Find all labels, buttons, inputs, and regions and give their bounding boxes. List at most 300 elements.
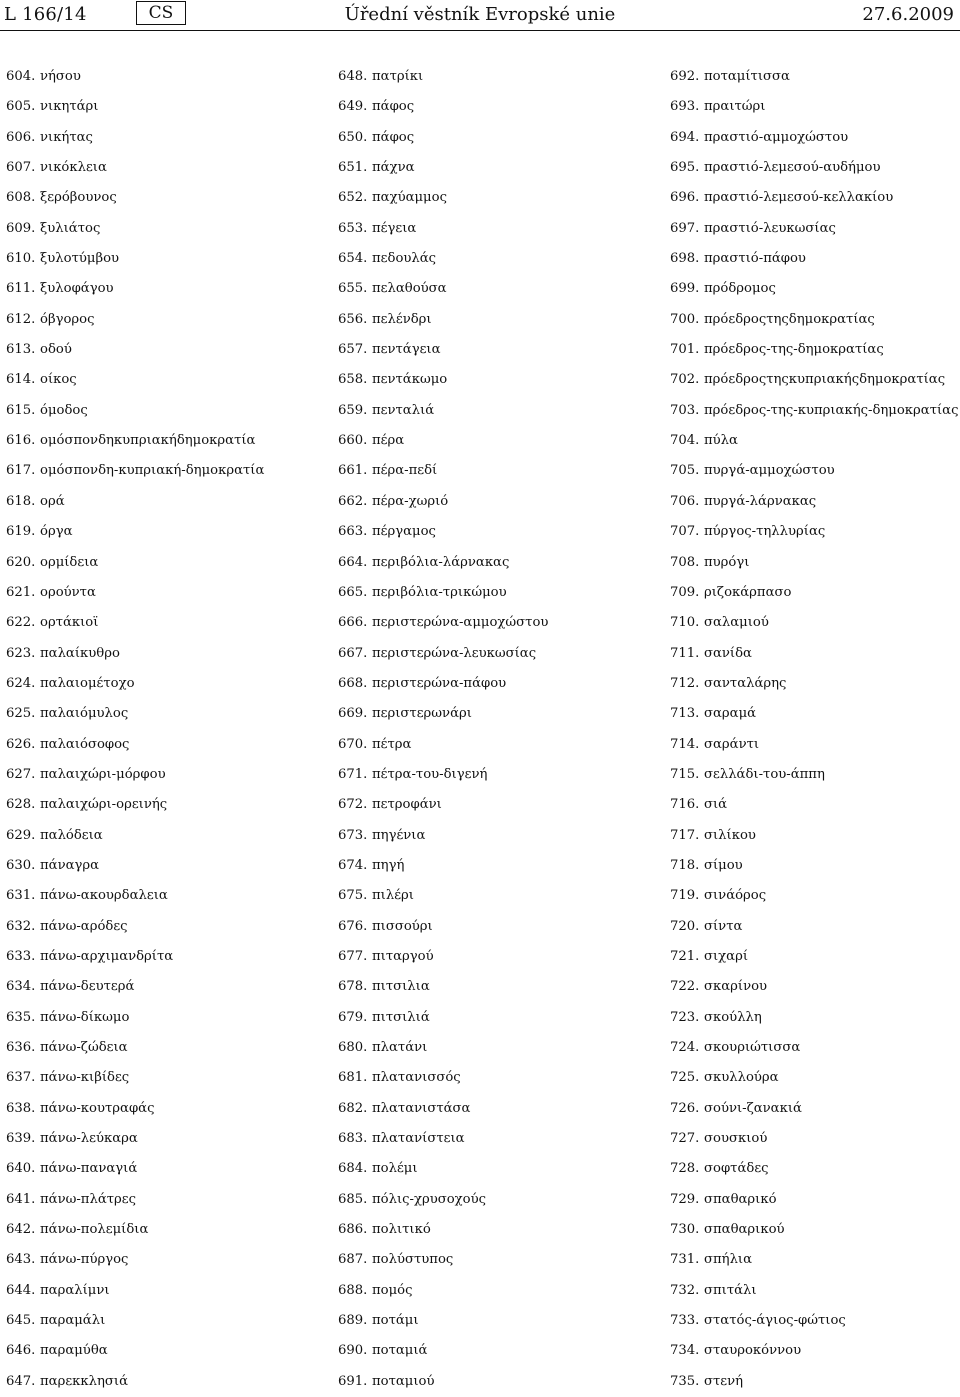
item-name: παλαιομέτοχο <box>40 675 135 691</box>
list-item <box>338 669 638 699</box>
item-name: σανταλάρης <box>704 675 787 691</box>
item-name: σαράντι <box>704 736 760 752</box>
list-item <box>338 639 638 669</box>
item-name: περιβόλια-τρικώμου <box>372 584 507 600</box>
item-number: 667. <box>338 645 368 661</box>
item-name: πάνω-ακουρδαλεια <box>40 888 168 904</box>
item-number: 727. <box>670 1131 700 1147</box>
list-item <box>338 821 638 851</box>
list-item <box>670 92 960 122</box>
list-item <box>338 183 638 213</box>
item-name: ομόσπονδη-κυπριακή-δημοκρατία <box>40 463 265 479</box>
item-name: περιστερώνα-λευκωσίας <box>372 645 537 661</box>
item-number: 735. <box>670 1373 700 1389</box>
item-name: περιστερωνάρι <box>372 706 472 722</box>
item-number: 619. <box>6 524 36 540</box>
item-number: 710. <box>670 615 700 631</box>
list-item <box>338 517 638 547</box>
item-number: 648. <box>338 69 368 84</box>
item-number: 665. <box>338 584 368 600</box>
item-name: παραμάλι <box>40 1313 106 1329</box>
item-name: πάνω-αρόδες <box>40 918 128 934</box>
item-name: παραμύθα <box>40 1343 108 1359</box>
item-number: 635. <box>6 1009 36 1025</box>
list-item <box>670 669 960 699</box>
list-item <box>670 274 960 304</box>
item-number: 719. <box>670 888 700 904</box>
list-item <box>670 790 960 820</box>
item-name: ποταμιά <box>372 1343 428 1359</box>
item-number: 680. <box>338 1040 368 1055</box>
item-name: ποτάμι <box>372 1313 419 1329</box>
item-number: 725. <box>670 1070 700 1086</box>
item-name: πυρόγι <box>704 554 750 570</box>
item-number: 703. <box>670 402 700 418</box>
item-name: πραστιό-λευκωσίας <box>704 220 836 236</box>
list-item <box>670 1063 960 1093</box>
item-name: ξυλοτύμβου <box>40 251 120 267</box>
item-name: πετροφάνι <box>372 797 442 813</box>
list-item <box>6 1185 306 1215</box>
list-item <box>670 608 960 638</box>
item-number: 604. <box>6 69 36 84</box>
item-name: πρόεδροςτηςδημοκρατίας <box>704 311 875 327</box>
list-item <box>338 153 638 183</box>
list-item <box>338 214 638 244</box>
item-number: 679. <box>338 1009 368 1025</box>
list-item <box>6 790 306 820</box>
item-number: 733. <box>670 1313 700 1329</box>
list-item <box>670 972 960 1002</box>
list-item <box>338 62 638 92</box>
item-number: 608. <box>6 190 36 206</box>
item-name: πρόεδρος-της-κυπριακής-δημοκρατίας <box>704 402 959 418</box>
list-item <box>6 335 306 365</box>
list-item <box>338 578 638 608</box>
list-item <box>338 396 638 426</box>
list-item <box>338 942 638 972</box>
item-name: πραστιό-λεμεσού-κελλακίου <box>704 190 894 206</box>
list-item <box>338 548 638 578</box>
item-name: πεντάκωμο <box>372 372 448 388</box>
list-item <box>6 123 306 153</box>
item-name: οδού <box>40 342 72 358</box>
item-name: σιλίκου <box>704 827 756 843</box>
item-number: 701. <box>670 342 700 358</box>
item-number: 660. <box>338 433 368 449</box>
list-item <box>6 881 306 911</box>
item-number: 702. <box>670 372 700 388</box>
list-item <box>6 821 306 851</box>
item-name: πάνω-πύργος <box>40 1252 129 1268</box>
item-number: 708. <box>670 554 700 570</box>
list-item <box>338 912 638 942</box>
item-name: πόλις-χρυσοχούς <box>372 1191 487 1207</box>
item-name: περιβόλια-λάρνακας <box>372 554 510 570</box>
item-number: 612. <box>6 311 36 327</box>
item-number: 627. <box>6 766 36 782</box>
item-number: 651. <box>338 160 368 176</box>
list-item <box>6 1033 306 1063</box>
item-name: ορούντα <box>40 584 96 600</box>
item-name: παλόδεια <box>40 827 103 843</box>
list-item <box>338 1367 638 1397</box>
list-item <box>670 426 960 456</box>
item-name: πελένδρι <box>372 311 432 327</box>
list-item <box>6 1154 306 1184</box>
list-item <box>338 1306 638 1336</box>
list-item <box>338 1245 638 1275</box>
item-name: ξυλιάτος <box>40 220 101 236</box>
list-item <box>6 1336 306 1366</box>
list-item <box>670 153 960 183</box>
item-number: 650. <box>338 129 368 145</box>
item-number: 718. <box>670 857 700 873</box>
item-name: σουσκιού <box>704 1131 768 1147</box>
list-item <box>670 396 960 426</box>
item-number: 641. <box>6 1191 36 1207</box>
item-number: 632. <box>6 918 36 934</box>
list-item <box>6 1003 306 1033</box>
item-name: πάνω-ζώδεια <box>40 1040 128 1055</box>
item-number: 666. <box>338 615 368 631</box>
list-item <box>670 851 960 881</box>
item-name: πέγεια <box>372 220 417 236</box>
item-name: ορτάκιοϊ <box>40 615 99 631</box>
list-item <box>670 1336 960 1366</box>
item-name: περιστερώνα-αμμοχώστου <box>372 615 549 631</box>
list-item <box>6 639 306 669</box>
item-number: 662. <box>338 493 368 509</box>
item-name: νικητάρι <box>40 99 99 115</box>
list-item <box>670 1154 960 1184</box>
item-name: πατρίκι <box>372 69 424 84</box>
item-number: 723. <box>670 1009 700 1025</box>
item-number: 690. <box>338 1343 368 1359</box>
item-number: 696. <box>670 190 700 206</box>
item-name: σκαρίνου <box>704 979 768 995</box>
item-name: πιτσιλια <box>372 979 430 995</box>
item-number: 707. <box>670 524 700 540</box>
language-badge: CS <box>136 1 186 25</box>
item-name: πηγένια <box>372 827 426 843</box>
list-item <box>6 699 306 729</box>
item-name: στατός-άγιος-φώτιος <box>704 1313 846 1329</box>
list-item <box>338 456 638 486</box>
item-number: 669. <box>338 706 368 722</box>
item-number: 658. <box>338 372 368 388</box>
item-number: 639. <box>6 1131 36 1147</box>
item-name: σίντα <box>704 918 743 934</box>
list-item <box>670 912 960 942</box>
item-name: πέτρα-του-διγενή <box>372 766 488 782</box>
item-number: 638. <box>6 1100 36 1116</box>
item-name: νικήτας <box>40 129 93 145</box>
item-number: 630. <box>6 857 36 873</box>
item-name: περιστερώνα-πάφου <box>372 675 507 691</box>
list-item <box>6 244 306 274</box>
item-number: 698. <box>670 251 700 267</box>
item-number: 653. <box>338 220 368 236</box>
list-item <box>338 487 638 517</box>
list-item <box>338 730 638 760</box>
list-item <box>6 517 306 547</box>
item-name: πρόεδροςτηςκυπριακήςδημοκρατίας <box>704 372 946 388</box>
item-number: 614. <box>6 372 36 388</box>
item-name: σιχαρί <box>704 948 748 964</box>
list-item <box>6 1063 306 1093</box>
item-name: πιτσιλιά <box>372 1009 430 1025</box>
item-name: πενταλιά <box>372 402 435 418</box>
item-name: πραστιό-πάφου <box>704 251 806 267</box>
list-item <box>6 1245 306 1275</box>
item-name: σπαθαρικού <box>704 1222 785 1238</box>
item-number: 634. <box>6 979 36 995</box>
item-number: 722. <box>670 979 700 995</box>
list-item <box>6 487 306 517</box>
list-item <box>6 548 306 578</box>
item-number: 673. <box>338 827 368 843</box>
item-number: 642. <box>6 1222 36 1238</box>
item-name: νικόκλεια <box>40 160 107 176</box>
list-item <box>670 1245 960 1275</box>
item-number: 709. <box>670 584 700 600</box>
item-number: 693. <box>670 99 700 115</box>
list-item <box>338 1124 638 1154</box>
item-number: 671. <box>338 766 368 782</box>
item-name: πάνω-λεύκαρα <box>40 1131 138 1147</box>
list-item <box>338 1003 638 1033</box>
item-number: 700. <box>670 311 700 327</box>
item-name: πύργος-τηλλυρίας <box>704 524 826 540</box>
item-name: πάνω-πλάτρες <box>40 1191 136 1207</box>
list-item <box>6 274 306 304</box>
list-item <box>338 365 638 395</box>
list-item <box>6 730 306 760</box>
item-number: 676. <box>338 918 368 934</box>
item-number: 636. <box>6 1040 36 1055</box>
list-item <box>6 426 306 456</box>
item-number: 664. <box>338 554 368 570</box>
item-number: 625. <box>6 706 36 722</box>
list-item <box>670 183 960 213</box>
list-item <box>6 851 306 881</box>
item-name: πλατανιστάσα <box>372 1100 471 1116</box>
item-name: σανίδα <box>704 645 752 661</box>
list-item <box>338 335 638 365</box>
item-number: 729. <box>670 1191 700 1207</box>
list-item <box>670 62 960 92</box>
item-name: πάφος <box>372 129 415 145</box>
list-item <box>6 1124 306 1154</box>
item-name: πολέμι <box>372 1161 418 1177</box>
item-name: ομόσπονδηκυπριακήδημοκρατία <box>40 433 256 449</box>
list-item <box>670 548 960 578</box>
item-number: 720. <box>670 918 700 934</box>
item-name: παλαιχώρι-μόρφου <box>40 766 166 782</box>
item-number: 672. <box>338 797 368 813</box>
list-item <box>338 972 638 1002</box>
list-item <box>670 1276 960 1306</box>
item-number: 611. <box>6 281 36 297</box>
list-item <box>6 305 306 335</box>
item-name: πάνω-κουτραφάς <box>40 1100 155 1116</box>
item-name: σπήλια <box>704 1252 753 1268</box>
list-item <box>338 1276 638 1306</box>
item-name: στενή <box>704 1373 744 1389</box>
item-name: σιά <box>704 797 728 813</box>
item-name: πελαθούσα <box>372 281 447 297</box>
item-name: σούνι-ζανακιά <box>704 1100 802 1116</box>
list-column-2 <box>338 62 638 1397</box>
item-number: 655. <box>338 281 368 297</box>
item-name: πρόεδρος-της-δημοκρατίας <box>704 342 884 358</box>
item-number: 626. <box>6 736 36 752</box>
item-number: 731. <box>670 1252 700 1268</box>
item-number: 728. <box>670 1161 700 1177</box>
item-number: 726. <box>670 1100 700 1116</box>
list-item <box>670 305 960 335</box>
list-item <box>6 608 306 638</box>
list-item <box>338 790 638 820</box>
item-name: παλαιόμυλος <box>40 706 129 722</box>
item-number: 677. <box>338 948 368 964</box>
list-item <box>6 1215 306 1245</box>
item-number: 618. <box>6 493 36 509</box>
item-number: 659. <box>338 402 368 418</box>
item-number: 717. <box>670 827 700 843</box>
item-number: 713. <box>670 706 700 722</box>
item-number: 644. <box>6 1282 36 1298</box>
item-number: 616. <box>6 433 36 449</box>
item-name: σινάόρος <box>704 888 767 904</box>
item-number: 705. <box>670 463 700 479</box>
item-number: 678. <box>338 979 368 995</box>
list-item <box>670 214 960 244</box>
item-name: παλαιόσοφος <box>40 736 130 752</box>
list-item <box>670 578 960 608</box>
item-number: 721. <box>670 948 700 964</box>
item-number: 628. <box>6 797 36 813</box>
item-name: σελλάδι-του-άππη <box>704 766 825 782</box>
list-item <box>670 365 960 395</box>
item-name: πυργά-λάρνακας <box>704 493 817 509</box>
item-number: 699. <box>670 281 700 297</box>
item-name: πραιτώρι <box>704 99 766 115</box>
item-name: πολύστυπος <box>372 1252 454 1268</box>
list-item <box>670 1003 960 1033</box>
item-number: 675. <box>338 888 368 904</box>
item-number: 657. <box>338 342 368 358</box>
list-item <box>338 1215 638 1245</box>
item-number: 629. <box>6 827 36 843</box>
list-item <box>670 335 960 365</box>
list-item <box>6 972 306 1002</box>
list-item <box>6 62 306 92</box>
item-number: 647. <box>6 1373 36 1389</box>
item-number: 704. <box>670 433 700 449</box>
item-number: 715. <box>670 766 700 782</box>
list-column-3 <box>670 62 960 1397</box>
item-number: 649. <box>338 99 368 115</box>
list-item <box>670 760 960 790</box>
list-item <box>670 1306 960 1336</box>
item-number: 692. <box>670 69 700 84</box>
item-number: 609. <box>6 220 36 236</box>
item-number: 663. <box>338 524 368 540</box>
list-item <box>6 1276 306 1306</box>
item-name: πομός <box>372 1282 413 1298</box>
item-number: 684. <box>338 1161 368 1177</box>
item-name: παλαίκυθρο <box>40 645 120 661</box>
journal-title: Úřední věstník Evropské unie <box>344 4 616 25</box>
list-item <box>338 881 638 911</box>
publication-date: 27.6.2009 <box>862 4 954 25</box>
item-number: 697. <box>670 220 700 236</box>
list-column-1 <box>6 62 306 1397</box>
list-item <box>338 851 638 881</box>
item-number: 674. <box>338 857 368 873</box>
item-name: σκυλλούρα <box>704 1070 779 1086</box>
header-divider <box>0 30 960 31</box>
list-item <box>6 578 306 608</box>
item-number: 620. <box>6 554 36 570</box>
list-item <box>338 305 638 335</box>
item-name: παραλίμνι <box>40 1282 110 1298</box>
item-name: ορμίδεια <box>40 554 99 570</box>
list-item <box>6 214 306 244</box>
list-item <box>338 123 638 153</box>
item-name: πάχνα <box>372 160 415 176</box>
list-item <box>338 244 638 274</box>
item-number: 646. <box>6 1343 36 1359</box>
list-item <box>670 1124 960 1154</box>
list-item <box>670 699 960 729</box>
item-name: πάνω-παναγιά <box>40 1161 138 1177</box>
item-number: 656. <box>338 311 368 327</box>
item-name: πιλέρι <box>372 888 414 904</box>
item-number: 622. <box>6 615 36 631</box>
item-name: πλατανίστεια <box>372 1131 465 1147</box>
item-number: 711. <box>670 645 700 661</box>
list-item <box>338 1033 638 1063</box>
item-number: 687. <box>338 1252 368 1268</box>
list-item <box>670 639 960 669</box>
page-header <box>0 0 960 34</box>
item-name: ξυλοφάγου <box>40 281 114 297</box>
page-reference: L 166/14 <box>4 4 87 25</box>
item-number: 661. <box>338 463 368 479</box>
item-number: 670. <box>338 736 368 752</box>
item-name: σίμου <box>704 857 743 873</box>
item-name: σκούλλη <box>704 1009 762 1025</box>
list-item <box>670 487 960 517</box>
list-item <box>6 365 306 395</box>
item-name: ποταμίτισσα <box>704 69 790 84</box>
item-number: 694. <box>670 129 700 145</box>
item-number: 730. <box>670 1222 700 1238</box>
item-name: πάνω-δίκωμο <box>40 1009 130 1025</box>
list-item <box>6 942 306 972</box>
list-item <box>338 1154 638 1184</box>
list-item <box>6 183 306 213</box>
item-name: σοφτάδες <box>704 1161 769 1177</box>
list-item <box>338 608 638 638</box>
list-item <box>670 1185 960 1215</box>
list-item <box>338 1185 638 1215</box>
list-item <box>6 456 306 486</box>
item-name: πέρα-χωριό <box>372 493 449 509</box>
